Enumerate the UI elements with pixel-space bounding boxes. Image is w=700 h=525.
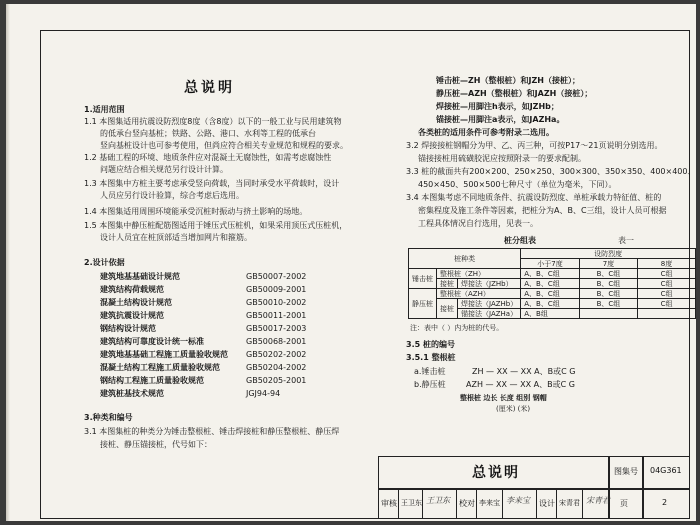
- text-line: 工程具体情况自行选用，见表一。: [418, 219, 538, 228]
- designer-signature: 宋青君: [586, 496, 610, 505]
- code-legend-units: (厘米) (米): [496, 405, 531, 413]
- code-b: AZH — XX — XX A、B或C G: [466, 380, 575, 389]
- code-name: 建筑地基基础设计规范: [100, 272, 180, 281]
- text-line: 人员应另行设计验算，综合考虑后选用。: [100, 191, 244, 200]
- code-number: GB50010-2002: [246, 298, 307, 307]
- code-name: 钢结构设计规范: [100, 324, 156, 333]
- text-line: 1.1 本图集适用抗震设防烈度8度（含8度）以下的一般工业与民用建筑物: [84, 117, 342, 126]
- table-cell: B、C组: [579, 299, 637, 309]
- code-a-label: a.锤击桩: [414, 367, 446, 376]
- text-line: 的低承台竖向基桩；铁路、公路、港口、水利等工程的低承台: [100, 129, 316, 138]
- section-1-heading: 1.适用范围: [84, 105, 125, 114]
- table-note: 注：表中（ ）内为桩的代号。: [410, 324, 504, 332]
- text-line: 竖向基桩设计也可参考使用，但尚应符合相关专业规范和规程的要求。: [100, 141, 348, 150]
- text-line: 1.4 本图集适用周围环境能承受沉桩时振动与挤土影响的场地。: [84, 207, 308, 216]
- table-row: [409, 279, 696, 289]
- table-cell: C组: [638, 289, 696, 299]
- table-sub-joint: 接桩: [437, 279, 458, 289]
- table-cell: B、C组: [579, 279, 637, 289]
- code-number: GB50011-2001: [246, 311, 307, 320]
- page-title: 总说明: [184, 80, 235, 96]
- text-line: 1.5 本图集中静压桩配筋图适用于锤压式压桩机，如果采用顶压式压桩机，: [84, 221, 348, 230]
- page-number: 2: [662, 498, 668, 507]
- text-line: 各类桩的适用条件可参考附录二选用。: [418, 128, 554, 137]
- table-cell: B、C组: [579, 289, 637, 299]
- pile-group-table: [408, 248, 696, 319]
- text-line: 静压桩—AZH（整根桩）和JAZH（接桩）；: [436, 89, 593, 98]
- text-line: 450×450、500×500七种尺寸（单位为毫米，下同）。: [418, 180, 617, 189]
- table-group-static: 静压桩: [409, 289, 437, 319]
- text-line: 1.2 基础工程的环境、地质条件应对混凝土无腐蚀性，如需考虑腐蚀性: [84, 153, 332, 162]
- text-line: 锚接接桩用硫磺胶泥应按照附录一的要求配制。: [418, 154, 586, 163]
- code-number: GB50017-2003: [246, 324, 307, 333]
- table-sub-joint: 接桩: [437, 299, 458, 319]
- table-header-intensity: 设防烈度: [521, 249, 696, 259]
- code-name: 建筑结构可靠度设计统一标准: [100, 337, 204, 346]
- drawing-sheet: [6, 4, 696, 521]
- table-header-lt7: 小于7度: [521, 259, 580, 269]
- table-cell: [638, 309, 696, 319]
- text-line: 接桩、静压锚接桩，代号如下：: [100, 440, 212, 449]
- atlas-number: 04G361: [650, 466, 682, 475]
- text-line: 3.2 焊接接桩钢帽分为甲、乙、丙三种，可按P17～21页说明分别选用。: [406, 141, 663, 150]
- table-cell: 整根桩（ZH）: [437, 269, 521, 279]
- code-number: GB50204-2002: [246, 363, 307, 372]
- code-number: GB50068-2001: [246, 337, 307, 346]
- table-caption: 桩分组表: [504, 236, 536, 245]
- text-line: 3.3 桩的截面共有200×200、250×250、300×300、350×350、400×400、: [406, 167, 696, 176]
- text-line: 锚接桩—用脚注a表示，如JAZHa。: [436, 115, 565, 124]
- table-cell: 锚接法（JAZHa）: [458, 309, 521, 319]
- table-header-type: 桩种类: [409, 249, 521, 269]
- review-label: 审核: [381, 499, 397, 508]
- section-3-heading: 3.种类和编号: [84, 413, 133, 422]
- table-cell: C组: [638, 279, 696, 289]
- table-cell: A、B、C组: [521, 279, 580, 289]
- code-number: GB50007-2002: [246, 272, 307, 281]
- table-cell: 整根桩（AZH）: [437, 289, 521, 299]
- titleblock-title: 总说明: [472, 465, 520, 481]
- code-number: GB50009-2001: [246, 285, 307, 294]
- section-35-heading: 3.5 桩的编号: [406, 340, 455, 349]
- page-label: 页: [620, 499, 628, 508]
- code-b-label: b.静压桩: [414, 380, 446, 389]
- table-cell: 焊接法（JAZHb）: [458, 299, 521, 309]
- text-line: 问题应结合相关规范另行设计计算。: [100, 165, 228, 174]
- section-2-heading: 2.设计依据: [84, 258, 125, 267]
- atlas-label: 图集号: [614, 467, 638, 476]
- text-line: 1.3 本图集中方桩主要考虑承受竖向荷载，当同时承受水平荷载时，设计: [84, 179, 340, 188]
- code-name: 建筑桩基技术规范: [100, 389, 164, 398]
- table-cell: A、B组: [521, 309, 580, 319]
- code-name: 混凝土结构工程施工质量验收规范: [100, 363, 220, 372]
- code-name: 建筑抗震设计规范: [100, 311, 164, 320]
- text-line: 焊接桩—用脚注h表示，如JZHb；: [436, 102, 559, 111]
- code-number: JGJ94-94: [246, 389, 281, 398]
- table-cell: C组: [638, 269, 696, 279]
- table-header-7: 7度: [579, 259, 637, 269]
- code-name: 钢结构工程施工质量验收规范: [100, 376, 204, 385]
- text-line: 3.1 本图集桩的种类分为锤击整根桩、锤击焊接桩和静压整根桩、静压焊: [84, 427, 340, 436]
- text-line: 设计人员宜在桩顶部适当增加网片和箍筋。: [100, 233, 252, 242]
- table-cell: C组: [638, 299, 696, 309]
- table-cell: [579, 309, 637, 319]
- table-cell: A、B、C组: [521, 299, 580, 309]
- table-row: [409, 289, 696, 299]
- table-group-hammer: 锤击桩: [409, 269, 437, 289]
- table-number: 表一: [618, 236, 634, 245]
- code-name: 建筑结构荷载规范: [100, 285, 164, 294]
- table-header-8: 8度: [638, 259, 696, 269]
- checker-name: 李来宝: [479, 499, 500, 507]
- text-line: 3.4 本图集考虑不同地质条件、抗震设防烈度、单桩承载力特征值、桩的: [406, 193, 662, 202]
- table-cell: A、B、C组: [521, 269, 580, 279]
- table-cell: A、B、C组: [521, 289, 580, 299]
- table-cell: B、C组: [579, 269, 637, 279]
- table-row: [409, 299, 696, 309]
- table-row: [409, 269, 696, 279]
- text-line: 密集程度及施工条件等因素，把桩分为A、B、C三组，设计人员可根据: [418, 206, 667, 215]
- checker-signature: 李来宝: [506, 496, 530, 505]
- text-line: 锤击桩—ZH（整根桩）和JZH（接桩）；: [436, 76, 580, 85]
- table-cell: 焊接法（JZHb）: [458, 279, 521, 289]
- code-name: 混凝土结构设计规范: [100, 298, 172, 307]
- reviewer-name: 王卫东: [401, 499, 422, 507]
- code-legend: 整根桩 边长 长度 组别 钢帽: [460, 394, 547, 402]
- check-label: 校对: [459, 499, 475, 508]
- code-number: GB50202-2002: [246, 350, 307, 359]
- design-label: 设计: [539, 499, 555, 508]
- code-name: 建筑地基基础工程施工质量验收规范: [100, 350, 228, 359]
- code-a: ZH — XX — XX A、B或C G: [472, 367, 576, 376]
- section-351-heading: 3.5.1 整根桩: [406, 353, 456, 362]
- designer-name: 宋青君: [559, 499, 580, 507]
- code-number: GB50205-2001: [246, 376, 307, 385]
- reviewer-signature: 王卫东: [426, 496, 450, 505]
